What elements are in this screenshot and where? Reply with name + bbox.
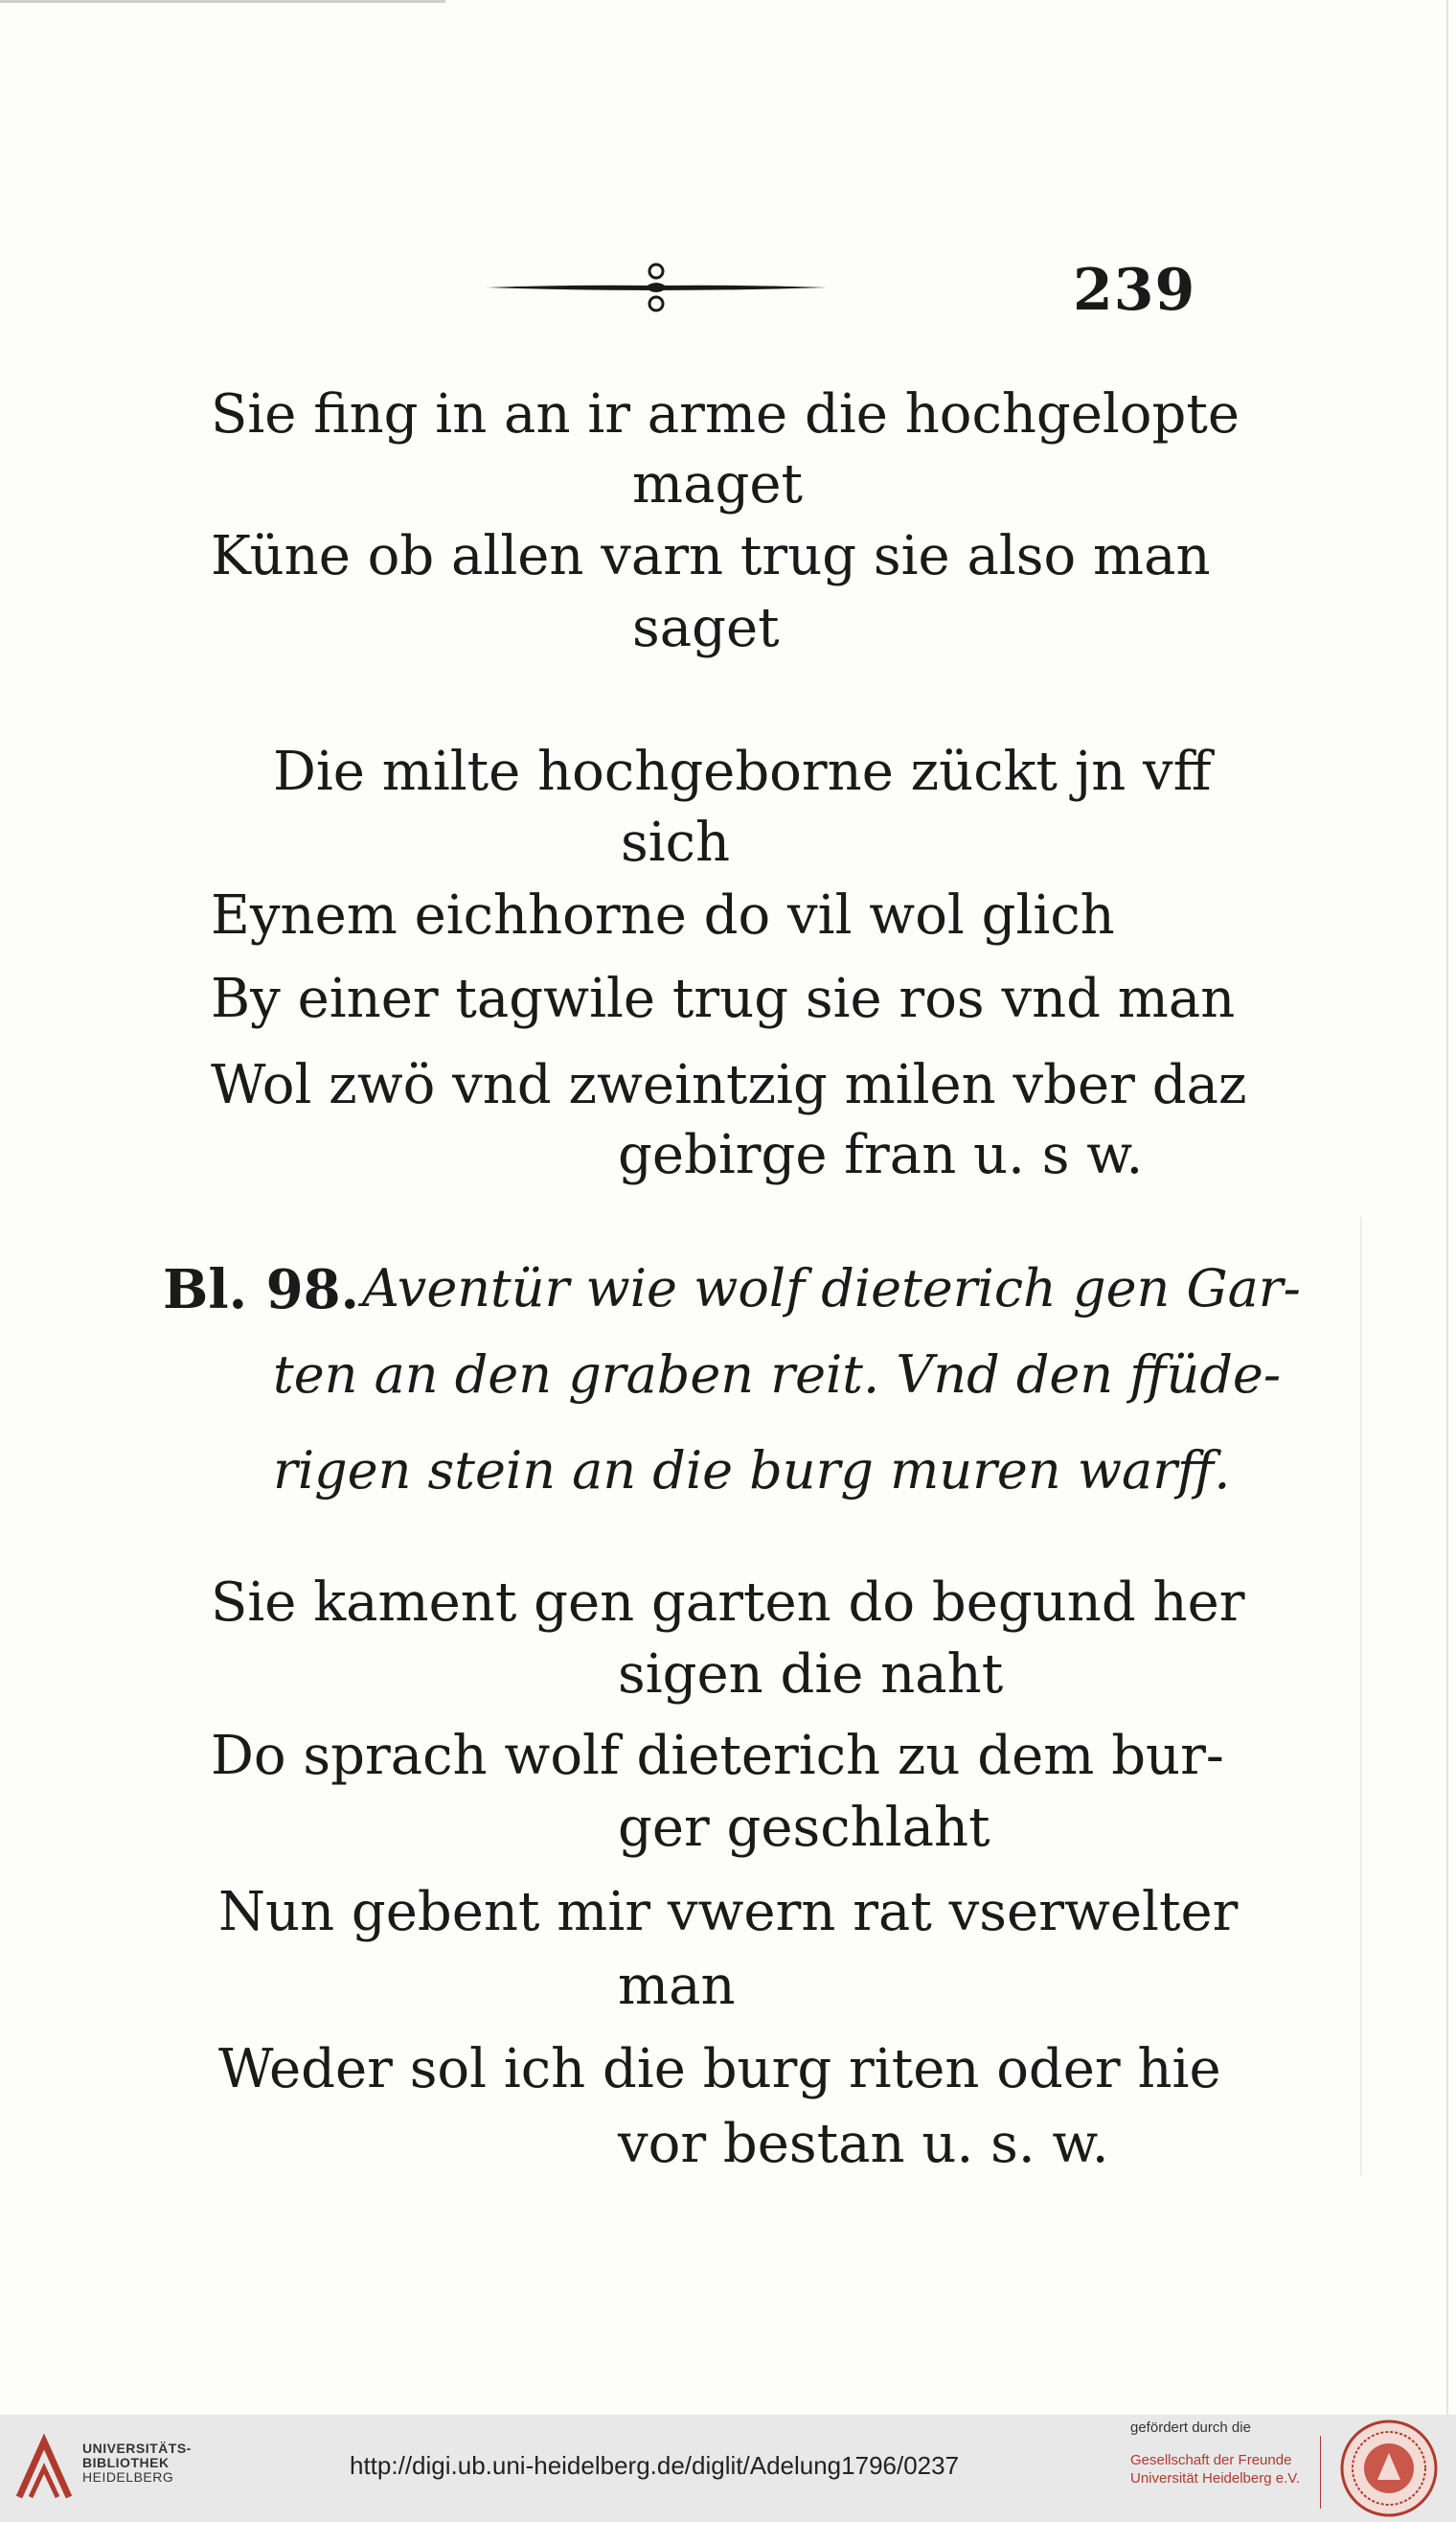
- library-logo-icon: [13, 2434, 75, 2503]
- rubric-line: Aventür wie wolf dieterich gen Gar-: [362, 1258, 1301, 1318]
- library-name: UNIVERSITÄTS- BIBLIOTHEK HEIDELBERG: [82, 2441, 192, 2485]
- text-line: Sie fing in an ir arme die hochgelopte: [211, 383, 1240, 446]
- text-line: By einer tagwile trug sie ros vnd man: [211, 968, 1236, 1030]
- source-url-link[interactable]: http://digi.ub.uni-heidelberg.de/diglit/Adelung1796/0237: [350, 2451, 960, 2480]
- text-line: Küne ob allen varn trug sie also man: [211, 525, 1211, 587]
- scan-edge-right: [1446, 0, 1448, 2415]
- text-line: gebirge fran u. s w.: [618, 1124, 1144, 1186]
- text-line: maget: [632, 453, 803, 516]
- page-number: 239: [1073, 257, 1196, 324]
- text-line: ger geschlaht: [618, 1797, 990, 1859]
- rubric-line: rigen stein an die burg muren warff.: [273, 1440, 1231, 1501]
- header-ornament: [484, 259, 829, 316]
- folio-reference: Bl. 98.: [163, 1258, 360, 1321]
- text-line: Wol zwö vnd zweintzig milen vber daz: [211, 1054, 1247, 1116]
- text-line: Do sprach wolf dieterich zu dem bur-: [211, 1725, 1224, 1787]
- text-line: Weder sol ich die burg riten oder hie: [218, 2038, 1221, 2100]
- text-line: sigen die naht: [618, 1643, 1004, 1706]
- text-line: saget: [632, 597, 780, 659]
- text-line: Die milte hochgeborne zückt jn vff: [273, 741, 1212, 803]
- text-line: man: [618, 1955, 736, 2017]
- footer-divider: [1320, 2436, 1321, 2509]
- scan-shadow: [1360, 1217, 1362, 2175]
- society-name: Gesellschaft der Freunde Universität Heidelberg e.V.: [1130, 2452, 1301, 2487]
- text-line: vor bestan u. s. w.: [618, 2113, 1109, 2175]
- funded-by-label: gefördert durch die: [1130, 2419, 1251, 2436]
- university-seal-icon: [1339, 2419, 1439, 2518]
- text-line: Eynem eichhorne do vil wol glich: [211, 884, 1115, 947]
- text-line: Sie kament gen garten do begund her: [211, 1571, 1245, 1634]
- text-line: Nun gebent mir vwern rat vserwelter: [218, 1881, 1239, 1943]
- scan-edge-line: [0, 0, 445, 3]
- text-line: sich: [621, 812, 731, 874]
- rubric-line: ten an den graben reit. Vnd den ffüde-: [273, 1344, 1282, 1405]
